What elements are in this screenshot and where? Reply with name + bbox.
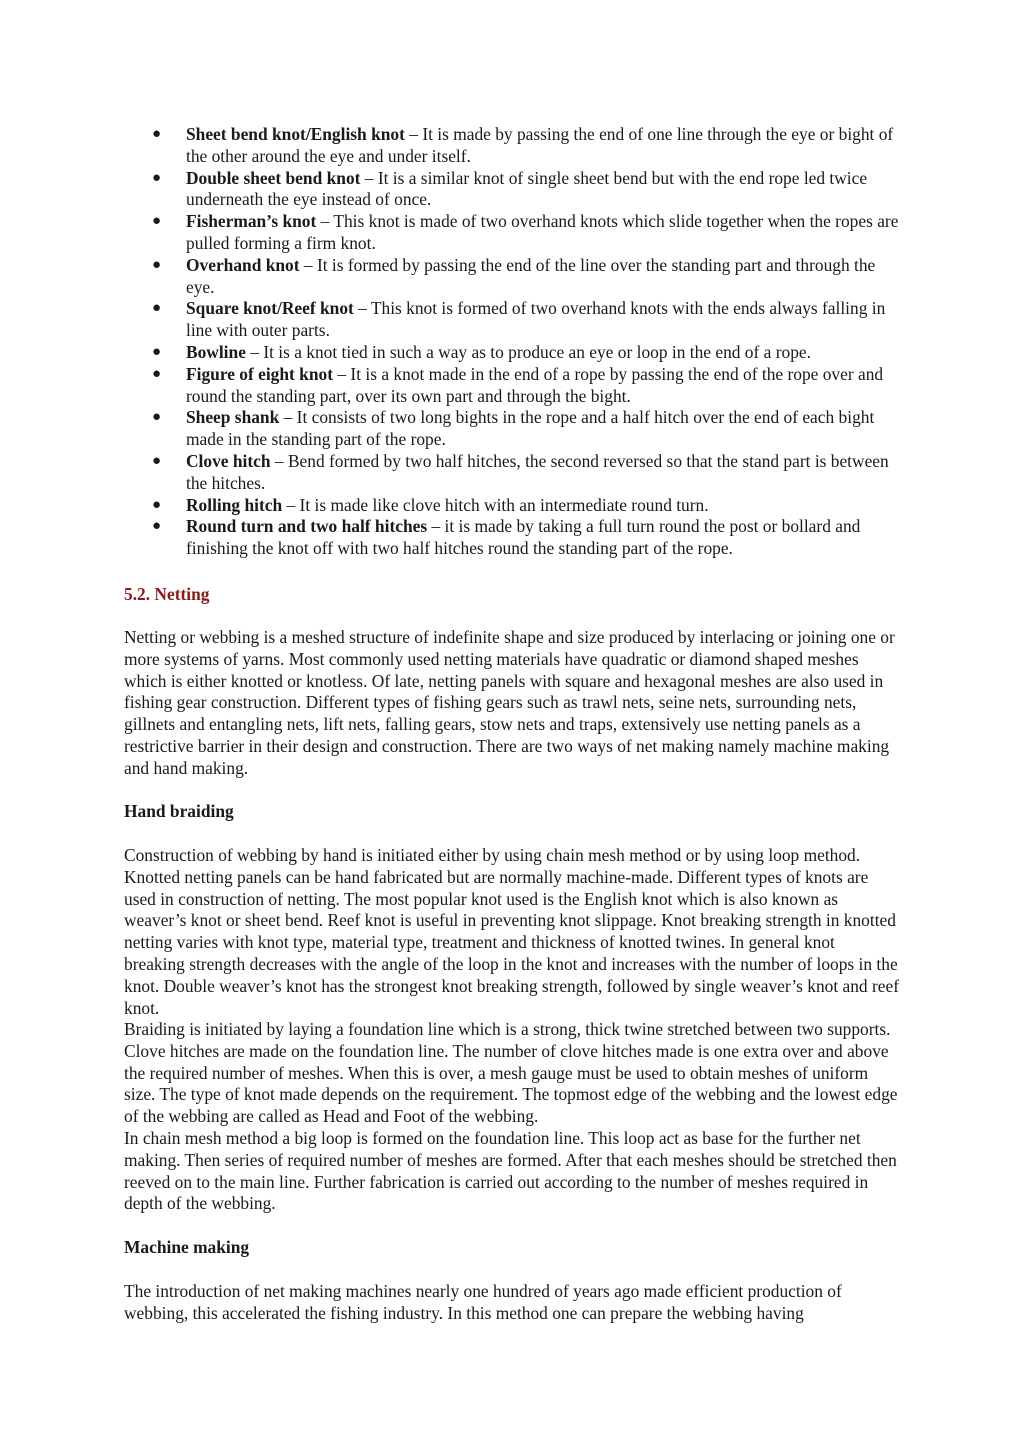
knot-term: Round turn and two half hitches: [186, 516, 428, 537]
bullet-icon: ●: [152, 126, 162, 142]
hand-braiding-paragraph-2: Braiding is initiated by laying a foundation line which is a strong, thick twine stretched between two supports. Clove hitches are made on the foundation line. The number of clove hitches made is one extra over and above the required number of meshes. When this is over, a mesh gauge must be used to obtain meshes of uniform size. The type of knot made depends on the requirement. The topmost edge of the webbing and the lowest edge of the webbing are called as Head and Foot of the webbing.: [124, 1019, 898, 1127]
hand-braiding-heading: Hand braiding: [124, 801, 234, 821]
knot-term: Double sheet bend knot: [186, 167, 361, 188]
list-item: [124, 451, 900, 495]
knot-description: – Bend formed by two half hitches, the second reversed so that the stand part is between the hitches.: [186, 450, 889, 493]
bullet-icon: ●: [152, 452, 162, 469]
knot-description: – This knot is formed of two overhand knots with the ends always falling in line with outer parts.: [186, 298, 886, 341]
knot-description: – It is made by passing the end of one line through the eye or bight of the other around the eye and under itself.: [186, 124, 894, 166]
knot-list: [124, 124, 900, 560]
list-item: [124, 516, 900, 560]
knot-description: – It consists of two long bights in the rope and a half hitch over the end of each bight made in the standing part of the rope.: [186, 407, 875, 450]
bullet-icon: ●: [152, 365, 162, 382]
hand-braiding-paragraph-1: Construction of webbing by hand is initiated either by using chain mesh method or by using loop method. Knotted netting panels can be hand fabricated but are normally machine-made. Different types of knots are used in construction of netting. The most popular knot used is the English knot which is also known as weaver’s knot or sheet bend. Reef knot is useful in preventing knot slippage. Knot breaking strength in knotted netting varies with knot type, material type, treatment and thickness of knotted twines. In general knot breaking strength decreases with the angle of the loop in the knot and increases with the number of loops in the knot. Double weaver’s knot has the strongest knot breaking strength, followed by single weaver’s knot and reef knot.: [124, 845, 899, 1018]
knot-term: Fisherman’s knot: [186, 211, 317, 232]
knot-term: Sheep shank: [186, 407, 280, 428]
bullet-icon: ●: [152, 409, 162, 426]
knot-term: Bowline: [186, 341, 246, 362]
knot-term: Sheet bend knot/English knot: [186, 124, 405, 144]
bullet-icon: ●: [152, 343, 162, 360]
netting-paragraph: Netting or webbing is a meshed structure of indefinite shape and size produced by interlacing or joining one or more systems of yarns. Most commonly used netting materials have quadratic or diamond shaped meshes which is either knotted or knotless. Of late, netting panels with square and hexagonal meshes are also used in fishing gear construction. Different types of fishing gears such as trawl nets, seine nets, surrounding nets, gillnets and entangling nets, lift nets, falling gears, stow nets and traps, extensively use netting panels as a restrictive barrier in their design and construction. There are two ways of net making namely machine making and hand making.: [124, 627, 895, 778]
list-item: [124, 407, 900, 451]
knot-term: Figure of eight knot: [186, 363, 334, 384]
section-heading: 5.2. Netting: [124, 584, 210, 604]
bullet-icon: ●: [152, 496, 162, 513]
knot-term: Rolling hitch: [186, 494, 283, 515]
knot-description: – This knot is made of two overhand knots which slide together when the ropes are pulled forming a firm knot.: [186, 211, 899, 253]
knot-term: Overhand knot: [186, 254, 300, 275]
list-item: [124, 255, 900, 299]
list-item: [124, 211, 900, 255]
knot-description: – It is a similar knot of single sheet bend but with the end rope led twice underneath the eye instead of once.: [186, 167, 868, 210]
list-item: [124, 168, 900, 212]
list-item: [124, 124, 900, 168]
knot-description: – It is a knot made in the end of a rope by passing the end of the rope over and round the standing part, over its own part and through the bight.: [186, 363, 884, 406]
knot-term: Clove hitch: [186, 450, 271, 471]
knot-description: – It is made like clove hitch with an intermediate round turn.: [282, 494, 709, 515]
list-item: [124, 298, 900, 342]
list-item: [124, 364, 900, 408]
knot-term: Square knot/Reef knot: [186, 298, 354, 319]
bullet-icon: ●: [152, 256, 162, 273]
knot-description: – It is a knot tied in such a way as to produce an eye or loop in the end of a rope.: [245, 341, 811, 362]
knot-description: – it is made by taking a full turn round the post or bollard and finishing the knot off with two half hitches round the standing part of the rope.: [186, 516, 861, 559]
bullet-icon: ●: [152, 300, 162, 317]
bullet-icon: ●: [152, 169, 162, 186]
list-item: [124, 342, 900, 364]
bullet-icon: ●: [152, 213, 162, 230]
bullet-icon: ●: [152, 518, 162, 535]
knot-description: – It is formed by passing the end of the line over the standing part and through the eye.: [186, 254, 876, 297]
machine-making-heading: Machine making: [124, 1237, 250, 1257]
machine-making-paragraph: The introduction of net making machines nearly one hundred of years ago made efficient production of webbing, this accelerated the fishing industry. In this method one can prepare the webbing having: [124, 1281, 842, 1323]
hand-braiding-paragraph-3: In chain mesh method a big loop is formed on the foundation line. This loop act as base for the further net making. Then series of required number of meshes are formed. After that each meshes should be stretched then reeved on to the main line. Further fabrication is carried out according to the number of meshes required in depth of the webbing.: [124, 1128, 897, 1214]
list-item: [124, 495, 900, 517]
